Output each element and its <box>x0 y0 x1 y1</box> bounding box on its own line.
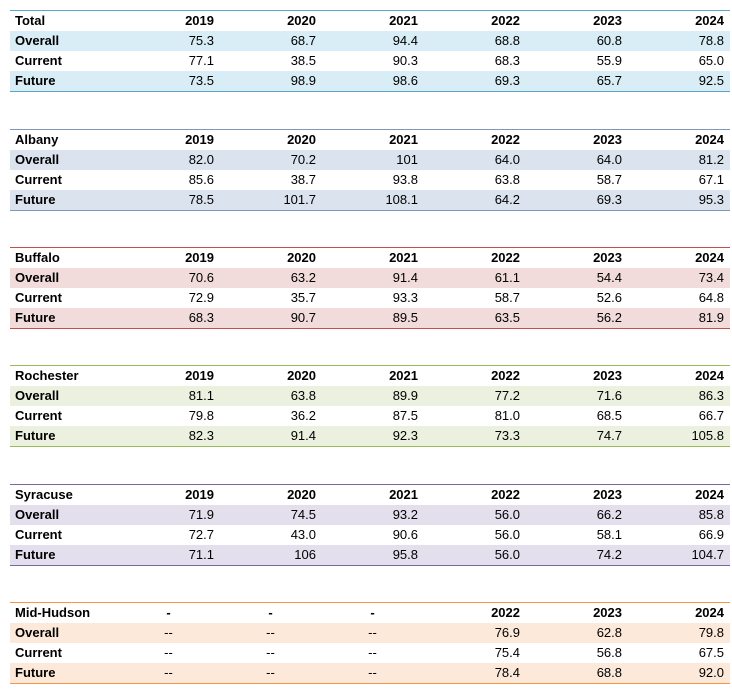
table-cell: 63.8 <box>494 172 520 187</box>
table-cell: 35.7 <box>290 290 316 305</box>
table-cell: 101.7 <box>220 190 322 211</box>
table-cell: 78.5 <box>118 190 220 211</box>
table-title: Syracuse <box>10 485 118 506</box>
table-cell: 64.8 <box>698 290 724 305</box>
table-row-overall <box>10 150 730 170</box>
table-row-overall <box>10 623 730 643</box>
year-header: 2023 <box>526 11 628 32</box>
table-header-row <box>10 130 730 151</box>
table-cell: 82.3 <box>118 426 220 447</box>
table-cell: 98.9 <box>220 71 322 92</box>
year-header: - <box>220 603 322 624</box>
table-cell: 54.4 <box>526 268 628 288</box>
table-cell: 85.8 <box>628 505 730 525</box>
table-row-future <box>10 426 730 447</box>
table-cell: 82.0 <box>118 150 220 170</box>
table-cell: 68.7 <box>220 31 322 51</box>
table-cell: 70.2 <box>220 150 322 170</box>
row-label: Overall <box>10 623 118 643</box>
table-cell: 90.3 <box>392 53 418 68</box>
table-cell: 65.7 <box>526 71 628 92</box>
table-cell: 69.3 <box>424 71 526 92</box>
row-label: Overall <box>10 31 118 51</box>
year-header: 2024 <box>628 366 730 387</box>
table-cell: 43.0 <box>290 527 316 542</box>
year-header: 2020 <box>220 130 322 151</box>
row-label: Overall <box>10 150 118 170</box>
table-cell: 75.3 <box>118 31 220 51</box>
table-cell: 68.8 <box>424 31 526 51</box>
table-cell: -- <box>368 645 377 660</box>
table-cell: 72.7 <box>188 527 214 542</box>
year-header: 2022 <box>424 130 526 151</box>
table-cell: 77.1 <box>188 53 214 68</box>
year-header: 2022 <box>424 366 526 387</box>
year-header: 2020 <box>220 366 322 387</box>
table-cell: 66.7 <box>698 408 724 423</box>
row-label: Overall <box>10 386 118 406</box>
table-cell: -- <box>118 663 220 684</box>
table-cell: 56.8 <box>596 645 622 660</box>
year-header: - <box>322 603 424 624</box>
year-header: 2022 <box>424 485 526 506</box>
table-cell: -- <box>266 645 275 660</box>
table-row-current <box>10 525 730 545</box>
table-cell: 68.3 <box>494 53 520 68</box>
table-cell: 81.2 <box>628 150 730 170</box>
table-cell: 73.4 <box>628 268 730 288</box>
table-cell: 56.0 <box>424 505 526 525</box>
year-header: 2024 <box>628 603 730 624</box>
table-cell: 91.4 <box>322 268 424 288</box>
table-cell: 66.2 <box>526 505 628 525</box>
table-cell: 73.5 <box>118 71 220 92</box>
table-cell: 90.6 <box>392 527 418 542</box>
table-cell: 58.1 <box>596 527 622 542</box>
table-cell: 92.0 <box>628 663 730 684</box>
table-cell: -- <box>220 623 322 643</box>
table-cell: 81.1 <box>118 386 220 406</box>
table-cell: 71.6 <box>526 386 628 406</box>
table-cell: 98.6 <box>322 71 424 92</box>
table-row-current <box>10 51 730 71</box>
row-label: Future <box>10 426 118 447</box>
year-header: 2023 <box>526 366 628 387</box>
table-cell: 56.2 <box>526 308 628 329</box>
table-cell: 71.9 <box>118 505 220 525</box>
table-rochester <box>10 365 730 447</box>
table-cell: 68.3 <box>118 308 220 329</box>
table-cell: 81.0 <box>494 408 520 423</box>
table-cell: 63.8 <box>220 386 322 406</box>
table-cell: 72.9 <box>188 290 214 305</box>
table-cell: 81.9 <box>628 308 730 329</box>
table-cell: 66.9 <box>698 527 724 542</box>
table-cell: 95.8 <box>322 545 424 566</box>
row-label: Current <box>15 53 62 68</box>
table-row-overall <box>10 31 730 51</box>
table-cell: 69.3 <box>526 190 628 211</box>
table-header-row <box>10 485 730 506</box>
table-row-current <box>10 288 730 308</box>
table-cell: 79.8 <box>188 408 214 423</box>
table-cell: 71.1 <box>118 545 220 566</box>
table-title: Albany <box>10 130 118 151</box>
row-label: Current <box>15 290 62 305</box>
table-cell: 68.8 <box>526 663 628 684</box>
table-cell: 73.3 <box>424 426 526 447</box>
table-cell: 55.9 <box>596 53 622 68</box>
table-row-future <box>10 71 730 92</box>
table-cell: 76.9 <box>424 623 526 643</box>
year-header: 2020 <box>220 248 322 269</box>
table-cell: 104.7 <box>628 545 730 566</box>
year-header: 2024 <box>628 485 730 506</box>
table-cell: -- <box>322 623 424 643</box>
table-cell: 74.2 <box>526 545 628 566</box>
table-cell: 93.2 <box>322 505 424 525</box>
table-cell: 89.9 <box>322 386 424 406</box>
table-cell: 65.0 <box>698 53 724 68</box>
table-buffalo <box>10 247 730 329</box>
year-header: 2022 <box>424 248 526 269</box>
table-cell: 63.5 <box>424 308 526 329</box>
table-row-future <box>10 545 730 566</box>
table-header-row <box>10 11 730 32</box>
table-cell: 93.3 <box>392 290 418 305</box>
year-header: 2019 <box>118 366 220 387</box>
table-cell: 60.8 <box>526 31 628 51</box>
table-header-row <box>10 248 730 269</box>
table-cell: 56.0 <box>424 545 526 566</box>
table-cell: 74.5 <box>220 505 322 525</box>
table-cell: 70.6 <box>118 268 220 288</box>
row-label: Future <box>10 545 118 566</box>
table-row-overall <box>10 386 730 406</box>
table-cell: 36.2 <box>290 408 316 423</box>
table-cell: 78.8 <box>628 31 730 51</box>
table-cell: 101 <box>322 150 424 170</box>
table-cell: 64.0 <box>424 150 526 170</box>
year-header: 2021 <box>322 248 424 269</box>
table-cell: 52.6 <box>596 290 622 305</box>
row-label: Future <box>10 71 118 92</box>
year-header: - <box>118 603 220 624</box>
table-cell: 64.0 <box>526 150 628 170</box>
row-label: Current <box>15 408 62 423</box>
table-cell: 90.7 <box>220 308 322 329</box>
year-header: 2023 <box>526 130 628 151</box>
year-header: 2019 <box>118 11 220 32</box>
table-cell: 38.5 <box>290 53 316 68</box>
row-label: Overall <box>10 268 118 288</box>
table-albany <box>10 129 730 211</box>
table-header-row <box>10 366 730 387</box>
table-title: Mid-Hudson <box>10 603 118 624</box>
table-cell: 93.8 <box>392 172 418 187</box>
table-cell: 108.1 <box>322 190 424 211</box>
year-header: 2020 <box>220 485 322 506</box>
year-header: 2023 <box>526 603 628 624</box>
row-label: Future <box>10 663 118 684</box>
year-header: 2021 <box>322 485 424 506</box>
table-cell: 78.4 <box>424 663 526 684</box>
table-title: Rochester <box>10 366 118 387</box>
row-label: Future <box>10 308 118 329</box>
table-row-current <box>10 170 730 190</box>
table-cell: 86.3 <box>628 386 730 406</box>
table-cell: 95.3 <box>628 190 730 211</box>
table-header-row <box>10 603 730 624</box>
table-row-current <box>10 406 730 426</box>
table-cell: 56.0 <box>494 527 520 542</box>
table-row-future <box>10 190 730 211</box>
table-cell: 105.8 <box>628 426 730 447</box>
table-row-overall <box>10 505 730 525</box>
year-header: 2019 <box>118 248 220 269</box>
table-syracuse <box>10 484 730 566</box>
table-cell: 106 <box>220 545 322 566</box>
year-header: 2024 <box>628 248 730 269</box>
year-header: 2022 <box>424 11 526 32</box>
table-cell: 67.5 <box>698 645 724 660</box>
table-cell: -- <box>322 663 424 684</box>
table-title: Total <box>10 11 118 32</box>
table-cell: 92.5 <box>628 71 730 92</box>
table-cell: 74.7 <box>526 426 628 447</box>
table-cell: 89.5 <box>322 308 424 329</box>
table-cell: -- <box>118 623 220 643</box>
table-cell: 63.2 <box>220 268 322 288</box>
table-row-future <box>10 308 730 329</box>
year-header: 2020 <box>220 11 322 32</box>
table-cell: -- <box>164 645 173 660</box>
table-cell: 58.7 <box>494 290 520 305</box>
table-row-overall <box>10 268 730 288</box>
year-header: 2022 <box>424 603 526 624</box>
table-cell: 85.6 <box>188 172 214 187</box>
table-cell: 67.1 <box>698 172 724 187</box>
table-cell: 94.4 <box>322 31 424 51</box>
year-header: 2019 <box>118 485 220 506</box>
year-header: 2021 <box>322 366 424 387</box>
row-label: Future <box>10 190 118 211</box>
table-title: Buffalo <box>10 248 118 269</box>
year-header: 2019 <box>118 130 220 151</box>
row-label: Current <box>15 527 62 542</box>
table-cell: 79.8 <box>628 623 730 643</box>
table-row-future <box>10 663 730 684</box>
table-cell: 92.3 <box>322 426 424 447</box>
table-cell: 75.4 <box>494 645 520 660</box>
year-header: 2021 <box>322 130 424 151</box>
table-cell: 68.5 <box>596 408 622 423</box>
row-label: Current <box>15 645 62 660</box>
year-header: 2024 <box>628 130 730 151</box>
table-cell: 91.4 <box>220 426 322 447</box>
table-cell: -- <box>220 663 322 684</box>
table-cell: 61.1 <box>424 268 526 288</box>
year-header: 2024 <box>628 11 730 32</box>
year-header: 2023 <box>526 248 628 269</box>
year-header: 2021 <box>322 11 424 32</box>
table-cell: 64.2 <box>424 190 526 211</box>
table-cell: 77.2 <box>424 386 526 406</box>
table-mid-hudson <box>10 602 730 684</box>
row-label: Current <box>15 172 62 187</box>
year-header: 2023 <box>526 485 628 506</box>
row-label: Overall <box>10 505 118 525</box>
table-cell: 58.7 <box>596 172 622 187</box>
table-total <box>10 10 730 92</box>
table-row-current <box>10 643 730 663</box>
table-cell: 87.5 <box>392 408 418 423</box>
table-cell: 38.7 <box>290 172 316 187</box>
table-cell: 62.8 <box>526 623 628 643</box>
